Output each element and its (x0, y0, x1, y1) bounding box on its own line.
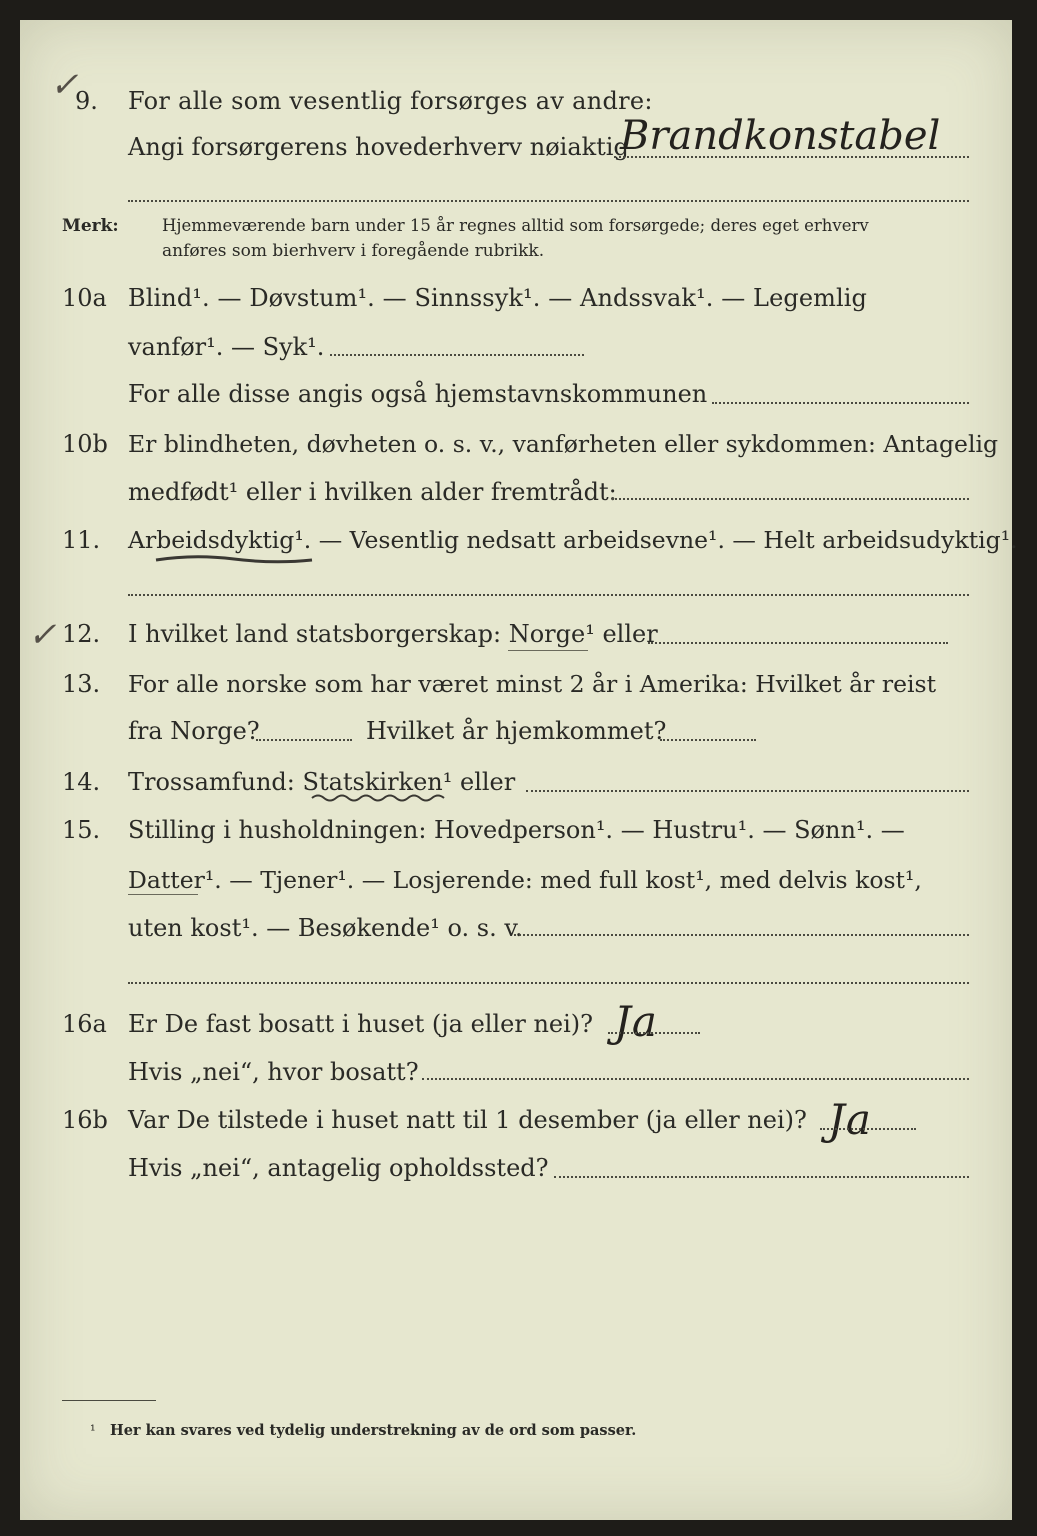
q12-line1: I hvilket land statsborgerskap: Norge¹ eller (128, 620, 658, 648)
q15-number: 15. (62, 816, 101, 844)
q10b-line2: medfødt¹ eller i hvilken alder fremtrådt: (128, 478, 617, 506)
q13-field-b (660, 739, 756, 741)
q10a-line2-field (330, 354, 584, 356)
q9-line2: Angi forsørgerens hovederhverv nøiaktig (128, 133, 629, 161)
q16b-line1: Var De tilstede i huset natt til 1 desember (ja eller nei)? (128, 1106, 807, 1134)
q10a-line3-field (712, 402, 969, 404)
census-form-page (20, 20, 1018, 1520)
q14-underline-mark (310, 792, 450, 804)
q15-extra-line (128, 982, 969, 984)
footnote-text: Her kan svares ved tydelig understrekning av de ord som passer. (110, 1422, 637, 1439)
q15-line3: uten kost¹. — Besøkende¹ o. s. v. (128, 914, 523, 942)
footnote-rule (62, 1400, 156, 1401)
q10a-line2: vanfør¹. — Syk¹. (128, 333, 325, 361)
q14-line1: Trossamfund: Statskirken¹ eller (128, 768, 516, 796)
q10b-line1: Er blindheten, døvheten o. s. v., vanførheten eller sykdommen: Antagelig (128, 430, 999, 458)
q12-number: 12. (62, 620, 101, 648)
q16a-line2: Hvis „nei“, hvor bosatt? (128, 1058, 419, 1086)
q16a-field2 (422, 1078, 969, 1080)
q10a-line3: For alle disse angis også hjemstavnskommunen (128, 380, 708, 408)
q16a-line1: Er De fast bosatt i huset (ja eller nei)? (128, 1010, 594, 1038)
q12-field (648, 642, 948, 644)
merk-line1: Hjemmeværende barn under 15 år regnes alltid som forsørgede; deres eget erhverv (162, 216, 869, 235)
q9-answer: Brandkonstabel (620, 113, 941, 159)
q14-field (526, 790, 969, 792)
q13-field-a (256, 739, 352, 741)
q16a-answer: Ja (614, 997, 658, 1046)
check-mark: ✓ (50, 65, 79, 105)
q16a-number: 16a (62, 1010, 107, 1038)
merk-line2: anføres som bierhverv i foregående rubrikk. (162, 241, 545, 261)
q11-number: 11. (62, 526, 101, 554)
q16b-answer: Ja (828, 1095, 872, 1144)
q13-number: 13. (62, 670, 101, 698)
q16a-field1 (608, 1032, 700, 1034)
q14-number: 14. (62, 768, 101, 796)
q11-line1: Arbeidsdyktig¹. — Vesentlig nedsatt arbeidsevne¹. — Helt arbeidsudyktig¹. (128, 526, 1018, 554)
q9-number: 9. (75, 87, 98, 115)
q9-line1: For alle som vesentlig forsørges av andre: (128, 87, 653, 115)
q11-extra-line (128, 594, 969, 596)
q11-underline-mark (154, 552, 314, 566)
q16b-number: 16b (62, 1106, 108, 1134)
q15-line2: Datter¹. — Tjener¹. — Losjerende: med full kost¹, med delvis kost¹, (128, 866, 922, 894)
q12-norge-underline (508, 650, 588, 651)
q16b-field1 (820, 1128, 916, 1130)
check-mark-12: ✓ (28, 615, 57, 655)
footnote-mark: ¹ (90, 1423, 96, 1439)
q10b-field (612, 498, 969, 500)
q13-line2b: Hvilket år hjemkommet? (366, 717, 667, 745)
q15-datter-underline (128, 894, 198, 895)
q9-extra-line (128, 200, 969, 202)
q13-line1: For alle norske som har været minst 2 år i Amerika: Hvilket år reist (128, 670, 937, 698)
q10a-number: 10a (62, 284, 107, 312)
q10b-number: 10b (62, 430, 108, 458)
q10a-line1: Blind¹. — Døvstum¹. — Sinnssyk¹. — Andssvak¹. — Legemlig (128, 284, 868, 312)
q15-field (514, 934, 969, 936)
q16b-field2 (554, 1176, 969, 1178)
q16b-line2: Hvis „nei“, antagelig opholdssted? (128, 1154, 549, 1182)
merk-label: Merk: (62, 216, 119, 236)
q15-line1: Stilling i husholdningen: Hovedperson¹. — Hustru¹. — Sønn¹. — (128, 816, 905, 844)
q13-line2a: fra Norge? (128, 717, 260, 745)
